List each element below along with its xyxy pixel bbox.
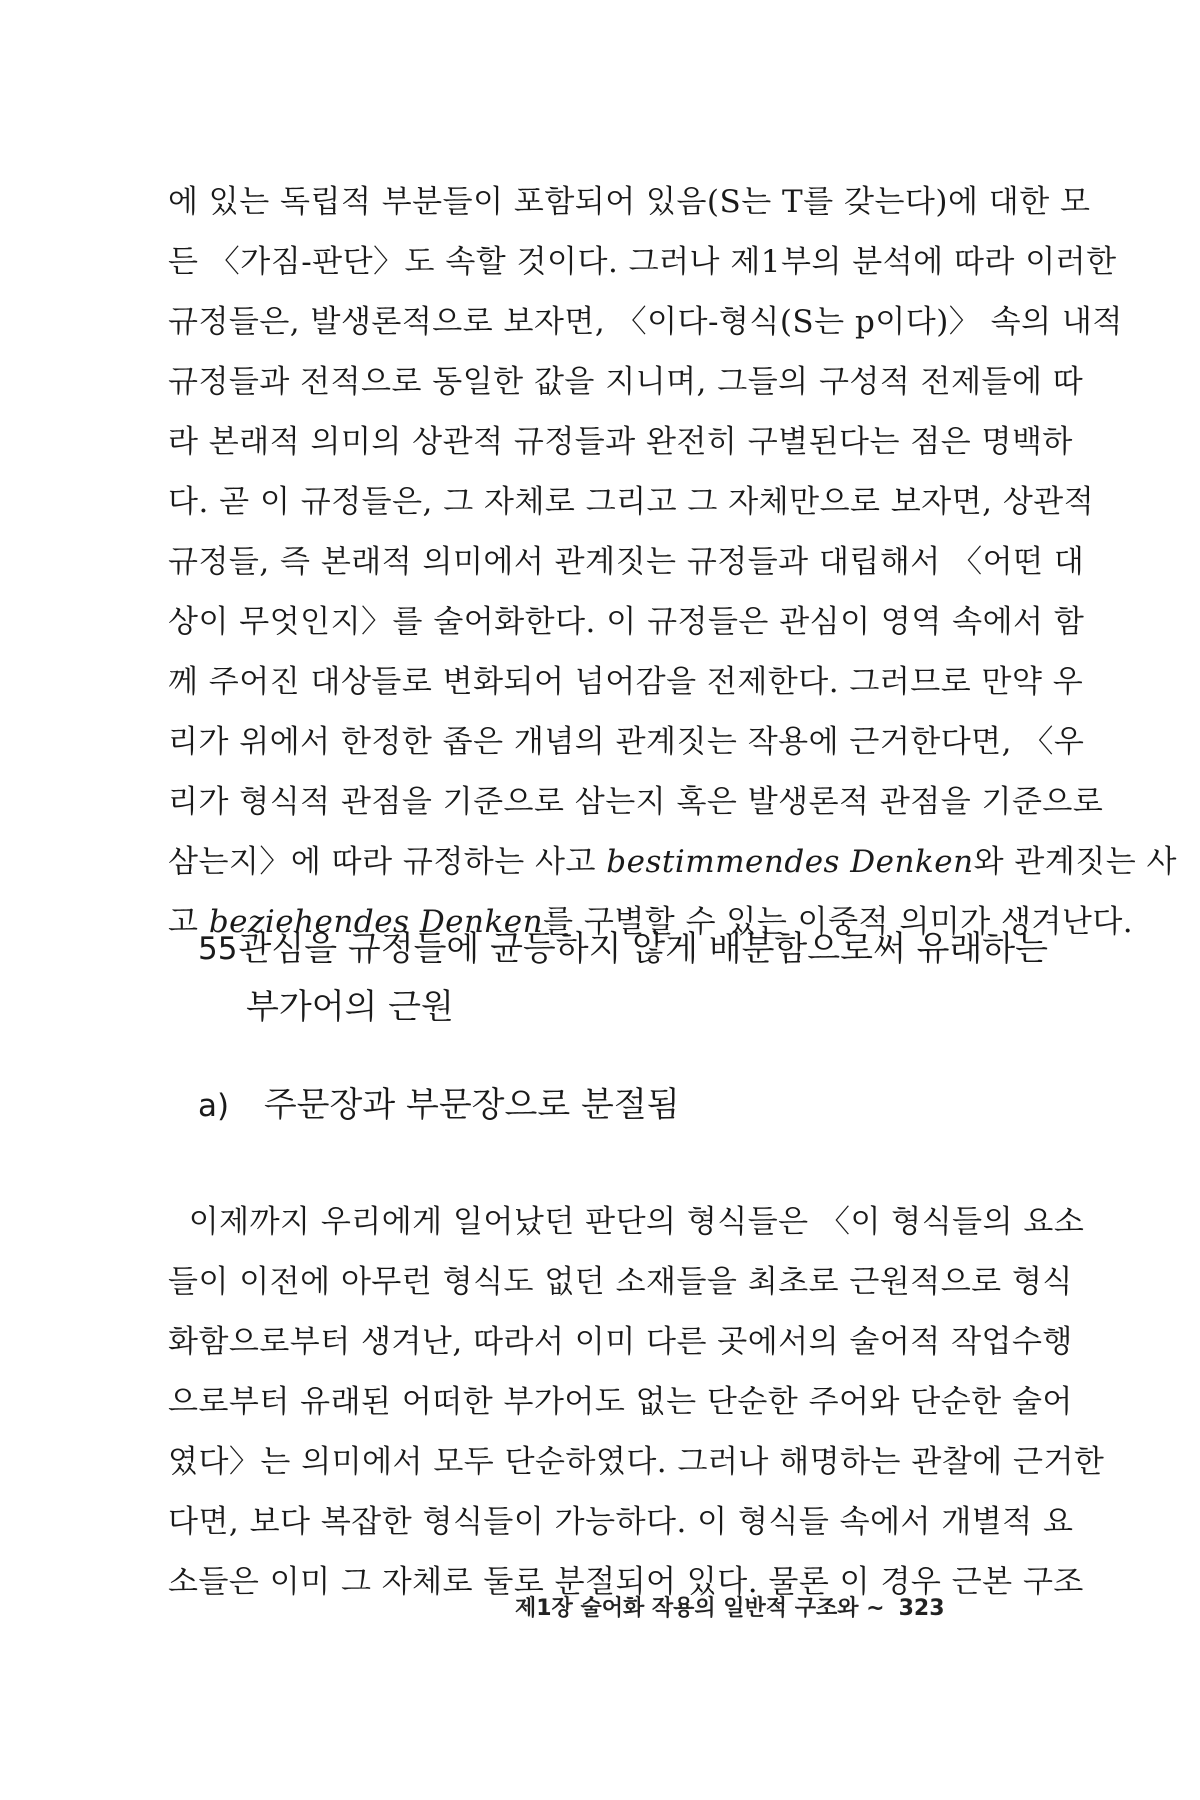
text-line: 에 있는 독립적 부분들이 포함되어 있음(S는 T를 갖는다)에 대한 모 xyxy=(168,184,1091,220)
text-line: 다면, 보다 복잡한 형식들이 가능하다. 이 형식들 속에서 개별적 요 xyxy=(168,1504,1074,1540)
text-segment: 와 관계짓는 사 xyxy=(973,844,1177,880)
text-segment: 고 xyxy=(168,904,209,940)
section-title-line-1: 관심을 규정들에 균등하지 않게 배분함으로써 유래하는 xyxy=(238,929,1048,969)
text-line: 규정들과 전적으로 동일한 값을 지니며, 그들의 구성적 전제들에 따 xyxy=(168,364,1084,400)
text-line: 상이 무엇인지〉를 술어화한다. 이 규정들은 관심이 영역 속에서 함 xyxy=(168,604,1085,640)
text-line: 들이 이전에 아무런 형식도 없던 소재들을 최초로 근원적으로 형식 xyxy=(168,1264,1073,1300)
subsection-title: 주문장과 부문장으로 분절됨 xyxy=(263,1085,680,1125)
text-line-with-term xyxy=(168,832,1177,892)
text-line: 소들은 이미 그 자체로 둘로 분절되어 있다. 물론 이 경우 근본 구조 xyxy=(168,1564,1084,1600)
german-term: bestimmendes Denken xyxy=(606,844,974,880)
text-line: 리가 형식적 관점을 기준으로 삼는지 혹은 발생론적 관점을 기준으로 xyxy=(168,784,1104,820)
subsection-heading xyxy=(198,1075,680,1136)
text-segment: 를 구별할 수 있는 이중적 의미가 생겨난다. xyxy=(543,904,1134,940)
text-line: 이제까지 우리에게 일어났던 판단의 형식들은 〈이 형식들의 요소 xyxy=(168,1204,1085,1240)
section-number: 55 xyxy=(198,931,238,967)
text-line: 라 본래적 의미의 상관적 규정들과 완전히 구별된다는 점은 명백하 xyxy=(168,424,1073,460)
text-line: 든 〈가짐-판단〉도 속할 것이다. 그러나 제1부의 분석에 따라 이러한 xyxy=(168,244,1117,280)
text-line: 규정들은, 발생론적으로 보자면, 〈이다-형식(S는 p이다)〉 속의 내적 xyxy=(168,304,1123,340)
running-head: 제1장 술어화 작용의 일반적 구조와 ~ xyxy=(515,1596,885,1621)
text-line: 으로부터 유래된 어떠한 부가어도 없는 단순한 주어와 단순한 술어 xyxy=(168,1384,1073,1420)
subsection-label: a) xyxy=(198,1088,230,1124)
text-line: 리가 위에서 한정한 좁은 개념의 관계짓는 작용에 근거한다면, 〈우 xyxy=(168,724,1085,760)
section-heading xyxy=(198,920,1048,1036)
section-title-line-2: 부가어의 근원 xyxy=(246,987,454,1027)
body-paragraph-1 xyxy=(168,172,1177,952)
body-paragraph-2 xyxy=(168,1192,1105,1612)
section-heading-row xyxy=(198,920,1048,978)
text-line: 화함으로부터 생겨난, 따라서 이미 다른 곳에서의 술어적 작업수행 xyxy=(168,1324,1073,1360)
text-line: 였다〉는 의미에서 모두 단순하였다. 그러나 해명하는 관찰에 근거한 xyxy=(168,1444,1105,1480)
text-segment: 삼는지〉에 따라 규정하는 사고 xyxy=(168,844,607,880)
page-footer xyxy=(515,1589,1015,1629)
text-line: 다. 곧 이 규정들은, 그 자체로 그리고 그 자체만으로 보자면, 상관적 xyxy=(168,484,1095,520)
text-line: 께 주어진 대상들로 변화되어 넘어감을 전제한다. 그러므로 만약 우 xyxy=(168,664,1084,700)
german-term: beziehendes Denken xyxy=(208,904,544,940)
page-number: 323 xyxy=(898,1596,945,1621)
text-line: 규정들, 즉 본래적 의미에서 관계짓는 규정들과 대립해서 〈어떤 대 xyxy=(168,544,1085,580)
